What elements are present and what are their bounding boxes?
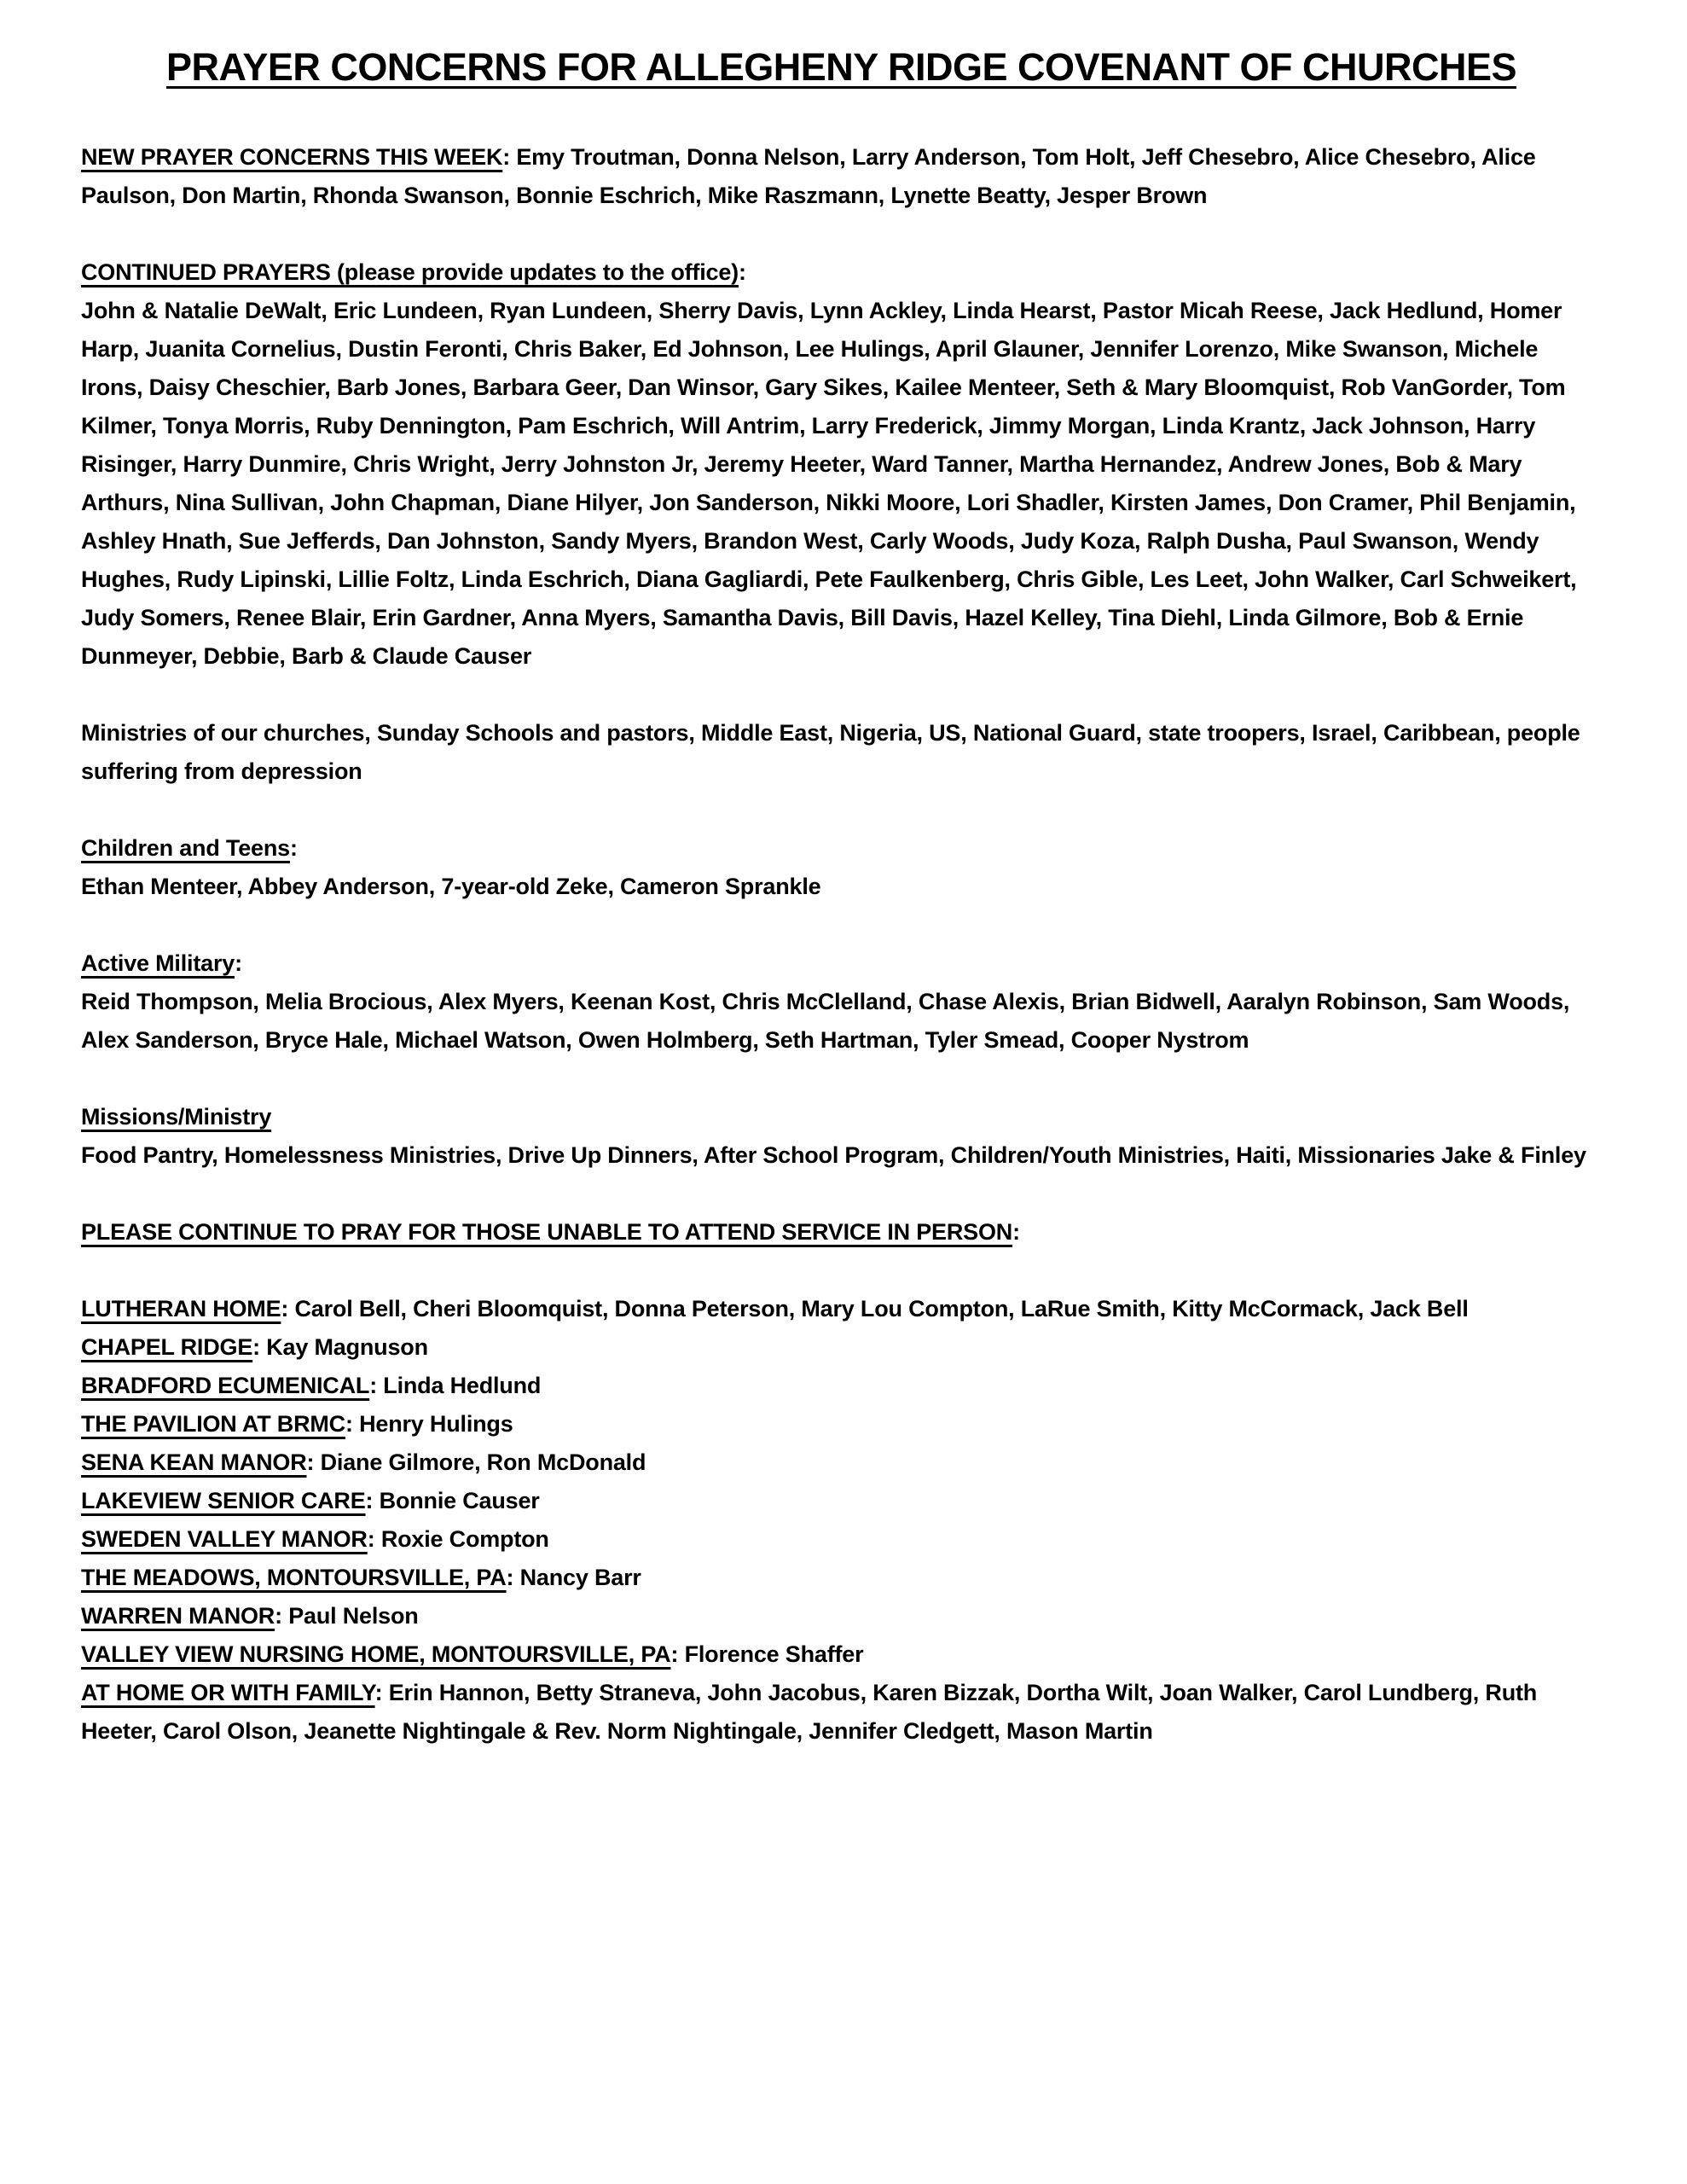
children-and-teens-colon: :: [289, 835, 298, 861]
section-ministries: Ministries of our churches, Sunday Schools and pastors, Middle East, Nigeria, US, National Guard, state troopers, Israel, Caribbean, people suffering from depression: [81, 720, 1580, 784]
continued-prayers-label: CONTINUED PRAYERS (please provide updates to the office): [81, 259, 739, 285]
facility-names: Bonnie Causer: [379, 1488, 540, 1513]
facility-names: Erin Hannon, Betty Straneva, John Jacobus, Karen Bizzak, Dortha Wilt, Joan Walker, Carol Lundberg, Ruth Heeter, Carol Olson, Jeanette Nightingale & Rev. Norm Nightingale, Jennifer Cledgett, Mason Martin: [81, 1680, 1538, 1744]
facilities-list: [81, 1290, 1602, 1751]
facility-colon: :: [365, 1488, 374, 1513]
facility-names: Linda Hedlund: [383, 1373, 542, 1398]
facility-line-the-meadows: [81, 1559, 1602, 1597]
facility-colon: :: [275, 1603, 282, 1629]
facility-names: Paul Nelson: [288, 1603, 419, 1629]
facility-names: Carol Bell, Cheri Bloomquist, Donna Peterson, Mary Lou Compton, LaRue Smith, Kitty McCormack, Jack Bell: [294, 1296, 1469, 1321]
facility-label: VALLEY VIEW NURSING HOME, MONTOURSVILLE, PA: [81, 1641, 671, 1667]
facility-colon: :: [367, 1526, 375, 1552]
facility-names: Henry Hulings: [359, 1411, 513, 1437]
children-and-teens-label: Children and Teens: [81, 835, 290, 861]
section-continued-prayers: [81, 253, 1602, 676]
facility-label: THE PAVILION AT BRMC: [81, 1411, 345, 1437]
section-children-and-teens: [81, 829, 1602, 906]
unable-to-attend-heading: [81, 1213, 1602, 1252]
facility-line-warren-manor: [81, 1597, 1602, 1635]
facility-names: Nancy Barr: [519, 1565, 641, 1590]
facility-colon: :: [374, 1680, 383, 1705]
facility-names: Florence Shaffer: [684, 1641, 864, 1667]
section-missions-ministry: [81, 1098, 1602, 1175]
facility-label: WARREN MANOR: [81, 1603, 275, 1629]
facility-line-lutheran-home: [81, 1290, 1602, 1328]
facility-colon: :: [306, 1449, 315, 1475]
facility-label: THE MEADOWS, MONTOURSVILLE, PA: [81, 1565, 507, 1590]
active-military-names: Reid Thompson, Melia Brocious, Alex Myers, Keenan Kost, Chris McClelland, Chase Alexis, Brian Bidwell, Aaralyn Robinson, Sam Woods, Alex Sanderson, Bryce Hale, Michael Watson, Owen Holmberg, Seth Hartman, Tyler Smead, Cooper Nystrom: [81, 989, 1570, 1053]
facility-label: CHAPEL RIDGE: [81, 1334, 253, 1360]
children-and-teens-heading: [81, 829, 1602, 868]
continued-prayers-heading: [81, 253, 1602, 292]
facility-colon: :: [281, 1296, 289, 1321]
facility-label: LUTHERAN HOME: [81, 1296, 281, 1321]
missions-ministry-heading: [81, 1098, 1602, 1136]
page-title: PRAYER CONCERNS FOR ALLEGHENY RIDGE COVENANT OF CHURCHES: [166, 45, 1516, 89]
active-military-heading: [81, 944, 1602, 983]
new-prayer-concerns-colon: :: [502, 144, 511, 170]
facility-line-at-home-or-with-family: [81, 1674, 1602, 1751]
section-unable-to-attend: [81, 1213, 1602, 1252]
unable-to-attend-label: PLEASE CONTINUE TO PRAY FOR THOSE UNABLE TO ATTEND SERVICE IN PERSON: [81, 1219, 1013, 1245]
facility-label: BRADFORD ECUMENICAL: [81, 1373, 370, 1398]
facility-label: LAKEVIEW SENIOR CARE: [81, 1488, 366, 1513]
active-military-label: Active Military: [81, 950, 235, 976]
continued-prayers-colon: :: [738, 259, 746, 285]
section-active-military: [81, 944, 1602, 1060]
new-prayer-concerns-names: Emy Troutman, Donna Nelson, Larry Anderson, Tom Holt, Jeff Chesebro, Alice Chesebro, Alice Paulson, Don Martin, Rhonda Swanson, Bonnie Eschrich, Mike Raszmann, Lynette Beatty, Jesper Brown: [81, 144, 1536, 208]
facility-line-chapel-ridge: [81, 1328, 1602, 1367]
active-military-colon: :: [235, 950, 242, 976]
facility-line-lakeview-senior-care: [81, 1482, 1602, 1520]
unable-to-attend-colon: :: [1012, 1219, 1020, 1245]
children-and-teens-names: Ethan Menteer, Abbey Anderson, 7-year-old Zeke, Cameron Sprankle: [81, 874, 821, 899]
continued-prayers-names: John & Natalie DeWalt, Eric Lundeen, Ryan Lundeen, Sherry Davis, Lynn Ackley, Linda Hearst, Pastor Micah Reese, Jack Hedlund, Homer Harp, Juanita Cornelius, Dustin Feronti, Chris Baker, Ed Johnson, Lee Hulings, April Glauner, Jennifer Lorenzo, Mike Swanson, Michele Irons, Daisy Cheschier, Barb Jones, Barbara Geer, Dan Winsor, Gary Sikes, Kailee Menteer, Seth & Mary Bloomquist, Rob VanGorder, Tom Kilmer, Tonya Morris, Ruby Dennington, Pam Eschrich, Will Antrim, Larry Frederick, Jimmy Morgan, Linda Krantz, Jack Johnson, Harry Risinger, Harry Dunmire, Chris Wright, Jerry Johnston Jr, Jeremy Heeter, Ward Tanner, Martha Hernandez, Andrew Jones, Bob & Mary Arthurs, Nina Sullivan, John Chapman, Diane Hilyer, Jon Sanderson, Nikki Moore, Lori Shadler, Kirsten James, Don Cramer, Phil Benjamin, Ashley Hnath, Sue Jefferds, Dan Johnston, Sandy Myers, Brandon West, Carly Woods, Judy Koza, Ralph Dusha, Paul Swanson, Wendy Hughes, Rudy Lipinski, Lillie Foltz, Linda Eschrich, Diana Gagliardi, Pete Faulkenberg, Chris Gible, Les Leet, John Walker, Carl Schweikert, Judy Somers, Renee Blair, Erin Gardner, Anna Myers, Samantha Davis, Bill Davis, Hazel Kelley, Tina Diehl, Linda Gilmore, Bob & Ernie Dunmeyer, Debbie, Barb & Claude Causer: [81, 298, 1577, 669]
facility-line-bradford-ecumenical: [81, 1367, 1602, 1405]
facility-colon: :: [670, 1641, 679, 1667]
facility-colon: :: [369, 1373, 377, 1398]
missions-ministry-names: Food Pantry, Homelessness Ministries, Drive Up Dinners, After School Program, Children/Youth Ministries, Haiti, Missionaries Jake & Finley: [81, 1142, 1586, 1168]
missions-ministry-label: Missions/Ministry: [81, 1104, 272, 1130]
facility-line-sena-kean-manor: [81, 1443, 1602, 1482]
facility-label: AT HOME OR WITH FAMILY: [81, 1680, 375, 1705]
facility-line-valley-view-nursing-home: [81, 1635, 1602, 1674]
section-new-prayer-concerns: [81, 138, 1602, 215]
facility-colon: :: [506, 1565, 514, 1590]
facility-label: SWEDEN VALLEY MANOR: [81, 1526, 368, 1552]
facility-line-sweden-valley-manor: [81, 1520, 1602, 1559]
facility-label: SENA KEAN MANOR: [81, 1449, 307, 1475]
facility-names: Diane Gilmore, Ron McDonald: [320, 1449, 646, 1475]
facility-line-pavilion-at-brmc: [81, 1405, 1602, 1443]
facility-names: Roxie Compton: [380, 1526, 549, 1552]
facility-colon: :: [252, 1334, 260, 1360]
new-prayer-concerns-label: NEW PRAYER CONCERNS THIS WEEK: [81, 144, 503, 170]
facility-names: Kay Magnuson: [266, 1334, 428, 1360]
facility-colon: :: [345, 1411, 353, 1437]
